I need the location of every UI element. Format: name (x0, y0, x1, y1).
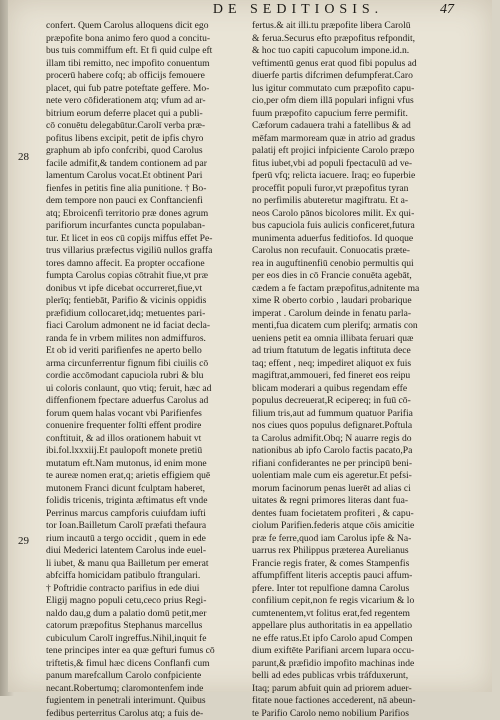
text-line: diui Mederici latentem Carolus inde euel- (46, 545, 242, 558)
text-line: † Poftridie contracto parifius in ede diui (46, 583, 242, 596)
text-line: bitrium eorum deferre placet qui a publi- (46, 108, 242, 121)
text-line: nos ciues quos populus defignaret.Poftula (252, 420, 448, 433)
text-line: morum facinorum penas luerēt ad alias ci (252, 483, 448, 496)
text-line: pfere. Inter tot repulfione damna Carolus (252, 583, 448, 596)
text-line: cædem a fe factam præpofitus,adnitente ma (252, 283, 448, 296)
text-line: fuum præpofito capucium ferre permifit. (252, 108, 448, 121)
text-line: belli ad edes publicas vrbis tráfduxerunt, (252, 670, 448, 683)
text-line: Eligij magno populi cetu,ceco prius Regi- (46, 595, 242, 608)
text-line: no perfimilis abuteretur magiftratu. Et a- (252, 195, 448, 208)
text-line: fedibus perterritus Carolus atq; a fuis de- (46, 708, 242, 720)
text-line: confert. Quem Carolus alloquens dicit ego (46, 20, 242, 33)
running-title: DE SEDITIOSIS. (158, 2, 438, 18)
text-line: ciolum Parifien.federis atque cōis amicitie (252, 520, 448, 533)
text-line: triftetis,& fimul hæc dicens Conflanfi cum (46, 658, 242, 671)
text-line: randa fe in vrbem milites non admiffuros. (46, 333, 242, 346)
text-line: dentes fuam focietatem profiteri , & capu- (252, 508, 448, 521)
text-line: donibus vt ipfe dicebat occurreret,fiue,vt (46, 283, 242, 296)
text-line: fperū vfq; relicta iacuere. Iraq; eo fuperbie (252, 170, 448, 183)
text-line: plerīq; fentiebāt, Parifio & vicinis oppidis (46, 295, 242, 308)
text-line: confilium cepit,non fe regis vicarium & lo (252, 595, 448, 608)
text-line: panum marefcallum Carolo confpiciente (46, 670, 242, 683)
text-line: folidis tricenis, triginta æftimatus eft vnde (46, 495, 242, 508)
text-line: mutonem Franci dicunt fculptam haberet, (46, 483, 242, 496)
text-line: fienfes in petitis fine alia punitione. † Bo- (46, 183, 242, 196)
text-line: taq; effent , neq; impediret aliquot ex fuis (252, 358, 448, 371)
text-line: forum quem halas vocant vbi Parifienfes (46, 408, 242, 421)
text-line: & hoc tuo capiti capucolum impone.id.n. (252, 45, 448, 58)
text-line: parunt,& præfidio impofito machinas inde (252, 658, 448, 671)
text-line: abfciffa homicidam patibulo ftrangulari. (46, 570, 242, 583)
text-line: & ferua.Securus efto præpofitus refpondit, (252, 33, 448, 46)
text-line: rifiani confiderantes ne per principū beni- (252, 458, 448, 471)
text-line: conftituit, & ad illos orationem habuit vt (46, 433, 242, 446)
text-line: per eos dies in cō Francie conuēta agebāt, (252, 270, 448, 283)
right-text-column (252, 20, 448, 720)
text-line: tores damno affecit. Ea propter occafione (46, 258, 242, 271)
text-line: lus igitur commutato cum præpofito capu- (252, 83, 448, 96)
text-line: te aureæ nomen erat,q; arietis effigiem quē (46, 470, 242, 483)
text-line: appellare plus authoritatis in ea appellatio (252, 620, 448, 633)
text-line: cordie accōmodant capuciola rubri & blu (46, 370, 242, 383)
text-line: cio,per ofm diem illā populari infigni vfus (252, 95, 448, 108)
text-line: ui coloris conlaunt, quo vtiq; feruit, hæc ad (46, 383, 242, 396)
text-line: cubiculum Carolī ingreffus.Nihil,inquit fe (46, 633, 242, 646)
text-line: præpofite bona animo fero quod a concitu- (46, 33, 242, 46)
text-line: populus decreuerat,R ecipereq; in fuū cō- (252, 395, 448, 408)
text-line: tene principes inter ea quæ gefturi fumus cō (46, 645, 242, 658)
page-number: 47 (440, 2, 454, 18)
text-line: præfidium collocaret,idq; metuentes pari- (46, 308, 242, 321)
text-line: ta Carolus admifit.Obq; N auarre regis do (252, 433, 448, 446)
margin-number: 28 (18, 151, 29, 163)
text-line: fugientem in penetrali interimunt. Quibus (46, 695, 242, 708)
text-line: uarrus rex Philippus præterea Aurelianus (252, 545, 448, 558)
text-line: proceffit populi furor,vt præpofitus tyran (252, 183, 448, 196)
text-line: filium tris,aut ad fummum quatuor Parifia (252, 408, 448, 421)
text-line: dium exiftēte Parifiani arcem lupara occu- (252, 645, 448, 658)
text-line: diuerfe partis difcrimen defumpferat.Caro (252, 70, 448, 83)
text-line: bus tuis commiffum eft. Et fi quid culpe eft (46, 45, 242, 58)
book-page (8, 0, 492, 692)
text-line: uolentiam male cum eis ageretur.Et pefsi- (252, 470, 448, 483)
text-line: illam tibi remitto, nec impofito conuentum (46, 58, 242, 71)
text-line: li iubet, & manu qua Bailletum per emerat (46, 558, 242, 571)
text-line: graphum ab ipfo confcribi, quod Carolus (46, 145, 242, 158)
text-line: Francie regis frater, & comes Stampenfis (252, 558, 448, 571)
text-line: Perrinus marcus campforis cuiufdam iufti (46, 508, 242, 521)
text-line: procerū habere cofq; ab officijs femouere (46, 70, 242, 83)
text-line: affumpfiffent literis acceptis pauci affum- (252, 570, 448, 583)
text-line: pofitus libens excipit, petit de ipfis chyro (46, 133, 242, 146)
text-line: dem tempore non pauci ex Conftancienfi (46, 195, 242, 208)
text-line: diffenfionem fpectare aduerfus Carolus ad (46, 395, 242, 408)
text-line: imperat . Carolum deinde in fenatu parla- (252, 308, 448, 321)
text-line: ad trium ftatutum de legatis inftituta dece (252, 345, 448, 358)
text-line: palatij eft projici infpiciente Carolo præpo (252, 145, 448, 158)
text-line: mutatum eft.Nam mutonus, id enim mone (46, 458, 242, 471)
text-line: neos Carolo pānos bicolores milit. Ex qui- (252, 208, 448, 221)
margin-number: 29 (18, 535, 29, 547)
text-line: Et ob id veriti parifienfes ne aperto bello (46, 345, 242, 358)
text-line: facile admifit,& tandem contionem ad par (46, 158, 242, 171)
text-line: præ fe ferre,quod iam Carolus ipfe & Na- (252, 533, 448, 546)
text-line: rium incautū a tergo occidit , quem in ede (46, 533, 242, 546)
text-line: ne effe ratus.Et ipfo Carolo apud Compen (252, 633, 448, 646)
text-line: necant.Robertumq; claromontenfem inde (46, 683, 242, 696)
text-line: fitate noue factiones accederent, nā abeun- (252, 695, 448, 708)
text-line: parifiorum incurfantes cuncta populaban- (46, 220, 242, 233)
text-line: lamentum Carolus vocat.Et obtinent Pari (46, 170, 242, 183)
text-line: naldo dau,g dum a palatio domū petit,mer (46, 608, 242, 621)
text-line: rea in auguftinenfiū cenobio permultis qui (252, 258, 448, 271)
text-line: bus capuciola fuis aulicis conficeret,futura (252, 220, 448, 233)
text-line: catorum præpofitus Stephanus marcellus (46, 620, 242, 633)
text-line: Carolus non recufauit. Conuocatis præte- (252, 245, 448, 258)
text-line: Itaq; parum abfuit quin ad priorem aduer- (252, 683, 448, 696)
text-line: nationibus ab ipfo Carolo factis pacato,Pa (252, 445, 448, 458)
text-line: veftimentū genus erat quod fibi populus ad (252, 58, 448, 71)
text-line: placet, qui fub patre poteftate geffere. Mo- (46, 83, 242, 96)
text-line: xime R oberto corbio , laudari probarique (252, 295, 448, 308)
left-text-column (46, 20, 242, 720)
text-line: magiftrat,ammoueri, fed fineret eos reipu (252, 370, 448, 383)
text-line: munimenta aduerfus feditiofos. Id quoque (252, 233, 448, 246)
text-line: ibi.fol.lxxxiij.Et paulopoft monete pretiū (46, 445, 242, 458)
text-line: uitates & regni primores literas dant fua- (252, 495, 448, 508)
text-line: fitus iubet,vbi ad populi fpectaculū ad ve- (252, 158, 448, 171)
text-line: tor Ioan.Bailletum Carolī præfati thefaura (46, 520, 242, 533)
text-line: fiaci Carolum admonent ne id faciat decla- (46, 320, 242, 333)
text-line: conuenire frequenter folīti effent prodire (46, 420, 242, 433)
text-line: atq; Ebroicenfi territorio præ dones agrum (46, 208, 242, 221)
text-line: fertus.& ait illi.tu præpofite libera Carolū (252, 20, 448, 33)
text-line: ueniens petit ea omnia illibata feruari quæ (252, 333, 448, 346)
text-line: cumtenentem,vt folitus erat,fed regentem (252, 608, 448, 621)
text-line: te Parifio Carolo nemo nobilium Parifios (252, 708, 448, 720)
text-line: fumpta Carolus copias cōtrahit fiue,vt præ (46, 270, 242, 283)
text-line: mēfam marmoream quæ in atrio ad gradus (252, 133, 448, 146)
text-line: trus villarius præfectus vigiliū nullos graffa (46, 245, 242, 258)
text-line: menti,fua dicatem cum plerifq; armatis con (252, 320, 448, 333)
text-line: nete vero cōfiderationem atq; vfum ad ar- (46, 95, 242, 108)
text-line: tur. Et licet in eos cū copijs miffus effet Pe- (46, 233, 242, 246)
text-line: blicam moderari a quibus regendam effe (252, 383, 448, 396)
text-line: arma circunferrentur fignum fibi ciuilis cō (46, 358, 242, 371)
text-line: Cæforum cadauera trahi a fatellibus & ad (252, 120, 448, 133)
text-line: cō conuētu delegabūtur.Carolī verba præ- (46, 120, 242, 133)
